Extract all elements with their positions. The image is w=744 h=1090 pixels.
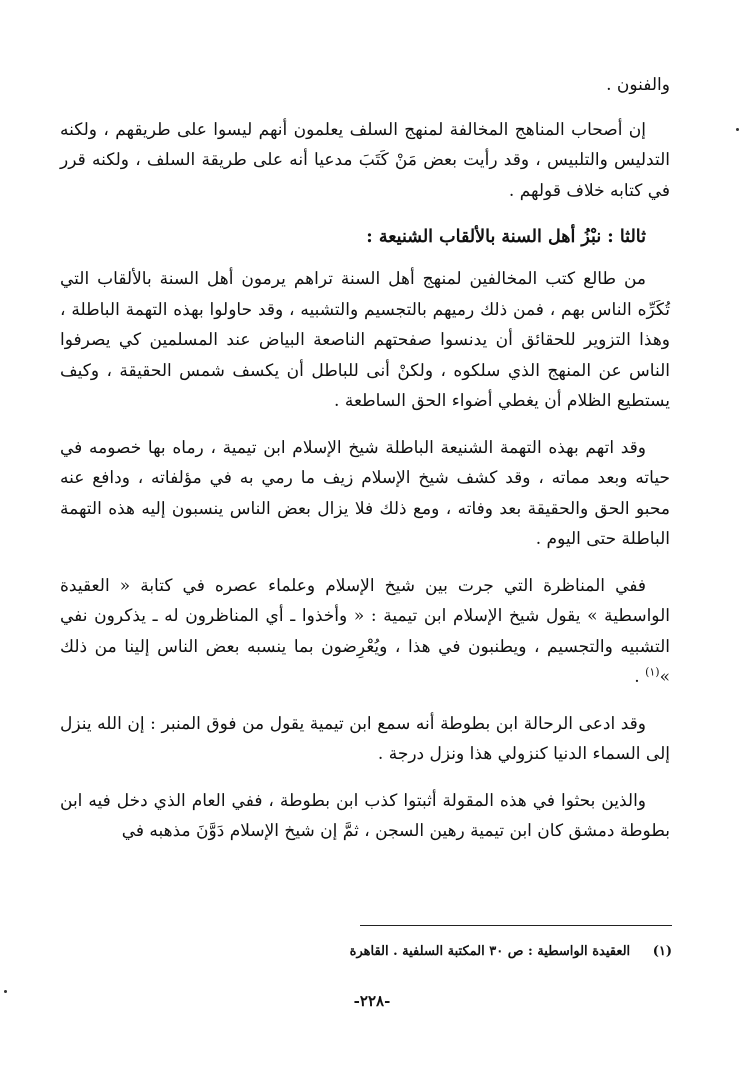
paragraph-munazara: ففي المناظرة التي جرت بين شيخ الإسلام وعلماء عصره في كتابة « العقيدة الواسطية » يقول شيخ الإسلام ابن تيمية : « وأخذوا ـ أي المناظرون له ـ يذكرون نفي التشبيه والتجسيم ، ويطنبون في هذا ، ويُعْرِضون بما ينسبه بعض الناس إلينا من ذلك »$^{(١)}$ .: [60, 575, 670, 687]
paragraph-refutation: والذين بحثوا في هذه المقولة أثبتوا كذب ابن بطوطة ، ففي العام الذي دخل فيه ابن بطوطة دمشق كان ابن تيمية رهين السجن ، ثمَّ إن شيخ الإسلام دَوَّنَ مذهبه في: [60, 790, 670, 841]
paragraph-munazara-text: ففي المناظرة التي جرت بين شيخ الإسلام وعلماء عصره في كتابة « العقيدة الواسطية » يقول شيخ الإسلام ابن تيمية : « وأخذوا ـ أي المناظرون له ـ يذكرون نفي التشبيه والتجسيم ، ويطنبون في هذا ، ويُعْرِضون بما ينسبه بعض الناس إلينا من ذلك »: [60, 575, 670, 687]
scan-speck: [736, 128, 739, 131]
scan-speck: [4, 990, 7, 993]
footnote-text: العقيدة الواسطية : ص ٣٠ المكتبة السلفية . القاهرة: [349, 944, 631, 959]
paragraph-continuation: والفنون .: [606, 75, 670, 95]
footnote-reference: (١): [645, 665, 660, 679]
footnote: [60, 942, 672, 962]
footnote-divider: [360, 925, 672, 926]
page-number: -٢٢٨-: [353, 992, 391, 1010]
paragraph-accusations: من طالع كتب المخالفين لمنهج أهل السنة تراهم يرمون أهل السنة بالألقاب التي تُكَرِّه الناس بهم ، فمن ذلك رميهم بالتجسيم والتشبيه ، وقد حاولوا بهذه التهمة الباطلة ، وهذا التزوير للحقائق أن يدنسوا صفحتهم الناصعة البياض عند المسلمين كي يصرفوا الناس عن المنهج الذي سلكوه ، ولكنْ أنى للباطل أن يكسف شمس الحقيقة ، وكيف يستطيع الظلام أن يغطي أضواء الحق الساطعة .: [60, 269, 670, 411]
section-heading: ثالثا : نبْزُ أهل السنة بالألقاب الشنيعة :: [366, 227, 646, 247]
paragraph-ibn-taymiyyah: وقد اتهم بهذه التهمة الشنيعة الباطلة شيخ الإسلام ابن تيمية ، رماه بها خصومه في حياته وبعد مماته ، وقد كشف شيخ الإسلام زيف ما رمي به في مؤلفاته ، ودافع عنه محبو الحق والحقيقة بعد وفاته ، ومع ذلك فلا يزال بعض الناس ينسبون إليه هذه التهمة الباطلة حتى اليوم .: [60, 437, 670, 549]
paragraph-salaf: إن أصحاب المناهج المخالفة لمنهج السلف يعلمون أنهم ليسوا على طريقهم ، ولكنه التدليس والتلبيس ، وقد رأيت بعض مَنْ كَتَبَ مدعيا أنه على طريقة السلف ، ولكنه قرر في كتابه خلاف قولهم .: [60, 119, 670, 201]
paragraph-ibn-battuta: وقد ادعى الرحالة ابن بطوطة أنه سمع ابن تيمية يقول من فوق المنبر : إن الله ينزل إلى السماء الدنيا كنزولي هذا ونزل درجة .: [60, 713, 670, 764]
footnote-number: (١): [652, 944, 672, 959]
page-body: [60, 70, 670, 863]
